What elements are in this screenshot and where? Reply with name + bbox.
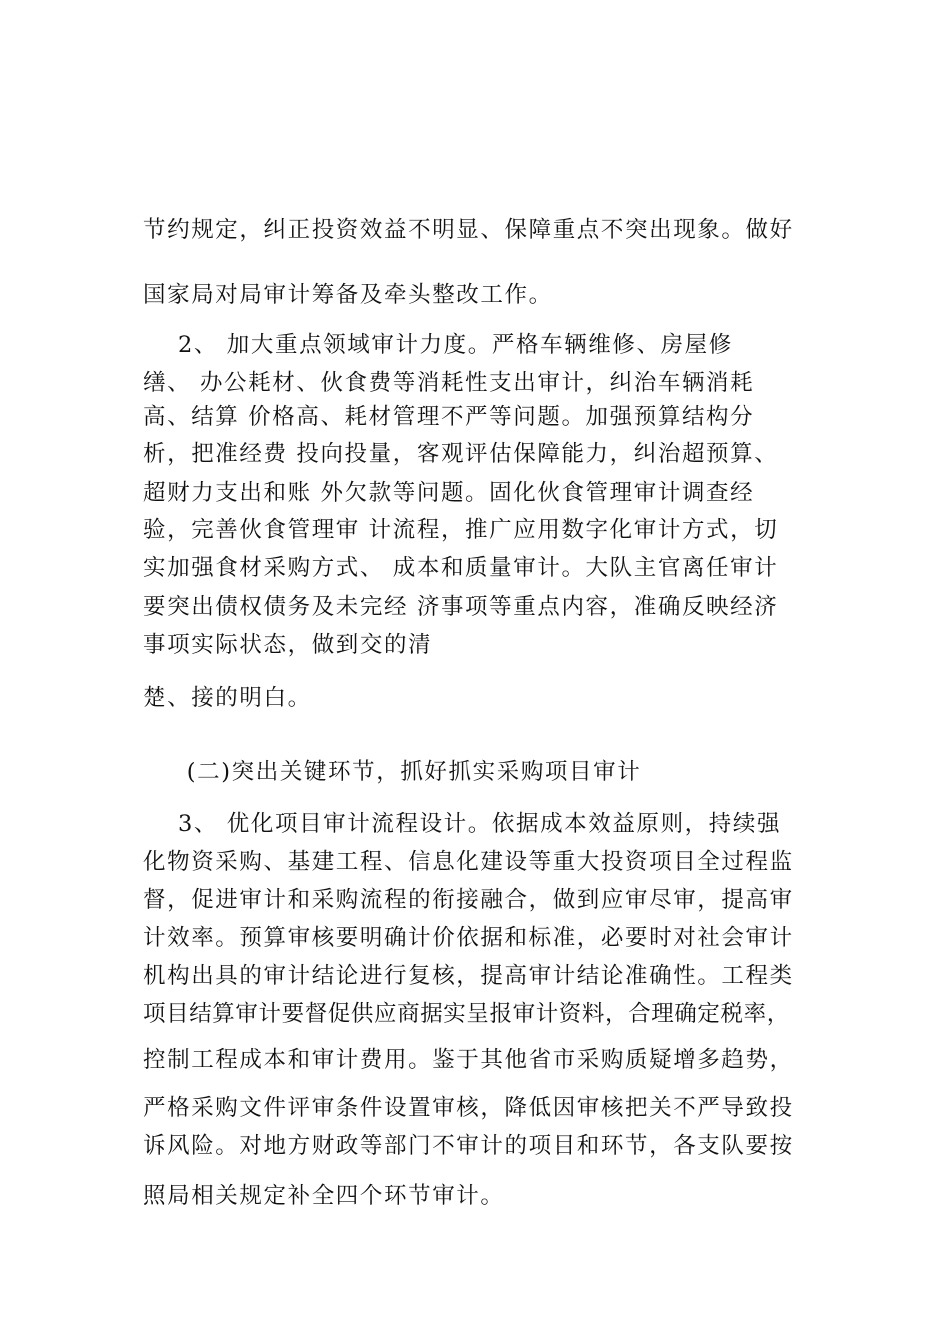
text-line: 缮、 办公耗材、伙食费等消耗性支出审计，纠治车辆消耗	[143, 370, 755, 396]
text-line: 2、 加大重点领域审计力度。严格车辆维修、房屋修	[143, 332, 733, 358]
text-line: 超财力支出和账 外欠款等问题。固化伙食管理审计调查经	[143, 480, 755, 506]
text-line: 机构出具的审计结论进行复核，提高审计结论准确性。工程类	[143, 963, 794, 989]
text-line: 实加强食材采购方式、 成本和质量审计。大队主官离任审计	[143, 555, 779, 581]
text-line: 验，完善伙食管理审 计流程，推广应用数字化审计方式，切	[143, 517, 779, 543]
text-line: 督，促进审计和采购流程的衔接融合，做到应审尽审，提高审	[143, 887, 794, 913]
text-line: 控制工程成本和审计费用。鉴于其他省市采购质疑增多趋势，	[143, 1047, 794, 1073]
text-line: 项目结算审计要督促供应商据实呈报审计资料，合理确定税率，	[143, 1001, 790, 1027]
text-line: 高、结算 价格高、耗材管理不严等问题。加强预算结构分	[143, 404, 755, 430]
text-line: 楚、接的明白。	[143, 685, 312, 711]
text-line: 析，把准经费 投向投量，客观评估保障能力，纠治超预算、	[143, 441, 779, 467]
text-line: 化物资采购、基建工程、信息化建设等重大投资项目全过程监	[143, 849, 794, 875]
text-line: 照局相关规定补全四个环节审计。	[143, 1183, 505, 1209]
text-line: 国家局对局审计筹备及牵头整改工作。	[143, 282, 553, 308]
text-line: 诉风险。对地方财政等部门不审计的项目和环节，各支队要按	[143, 1133, 794, 1159]
text-line: 要突出债权债务及未完经 济事项等重点内容，准确反映经济	[143, 594, 779, 620]
text-line: 事项实际状态，做到交的清	[143, 632, 433, 658]
section-heading: (二)突出关键环节，抓好抓实采购项目审计	[143, 759, 642, 785]
text-line: 3、 优化项目审计流程设计。依据成本效益原则，持续强	[143, 811, 782, 837]
text-line: 计效率。预算审核要明确计价依据和标准，必要时对社会审计	[143, 925, 794, 951]
text-line: 严格采购文件评审条件设置审核，降低因审核把关不严导致投	[143, 1095, 794, 1121]
text-line: 节约规定，纠正投资效益不明显、保障重点不突出现象。做好	[143, 217, 794, 243]
